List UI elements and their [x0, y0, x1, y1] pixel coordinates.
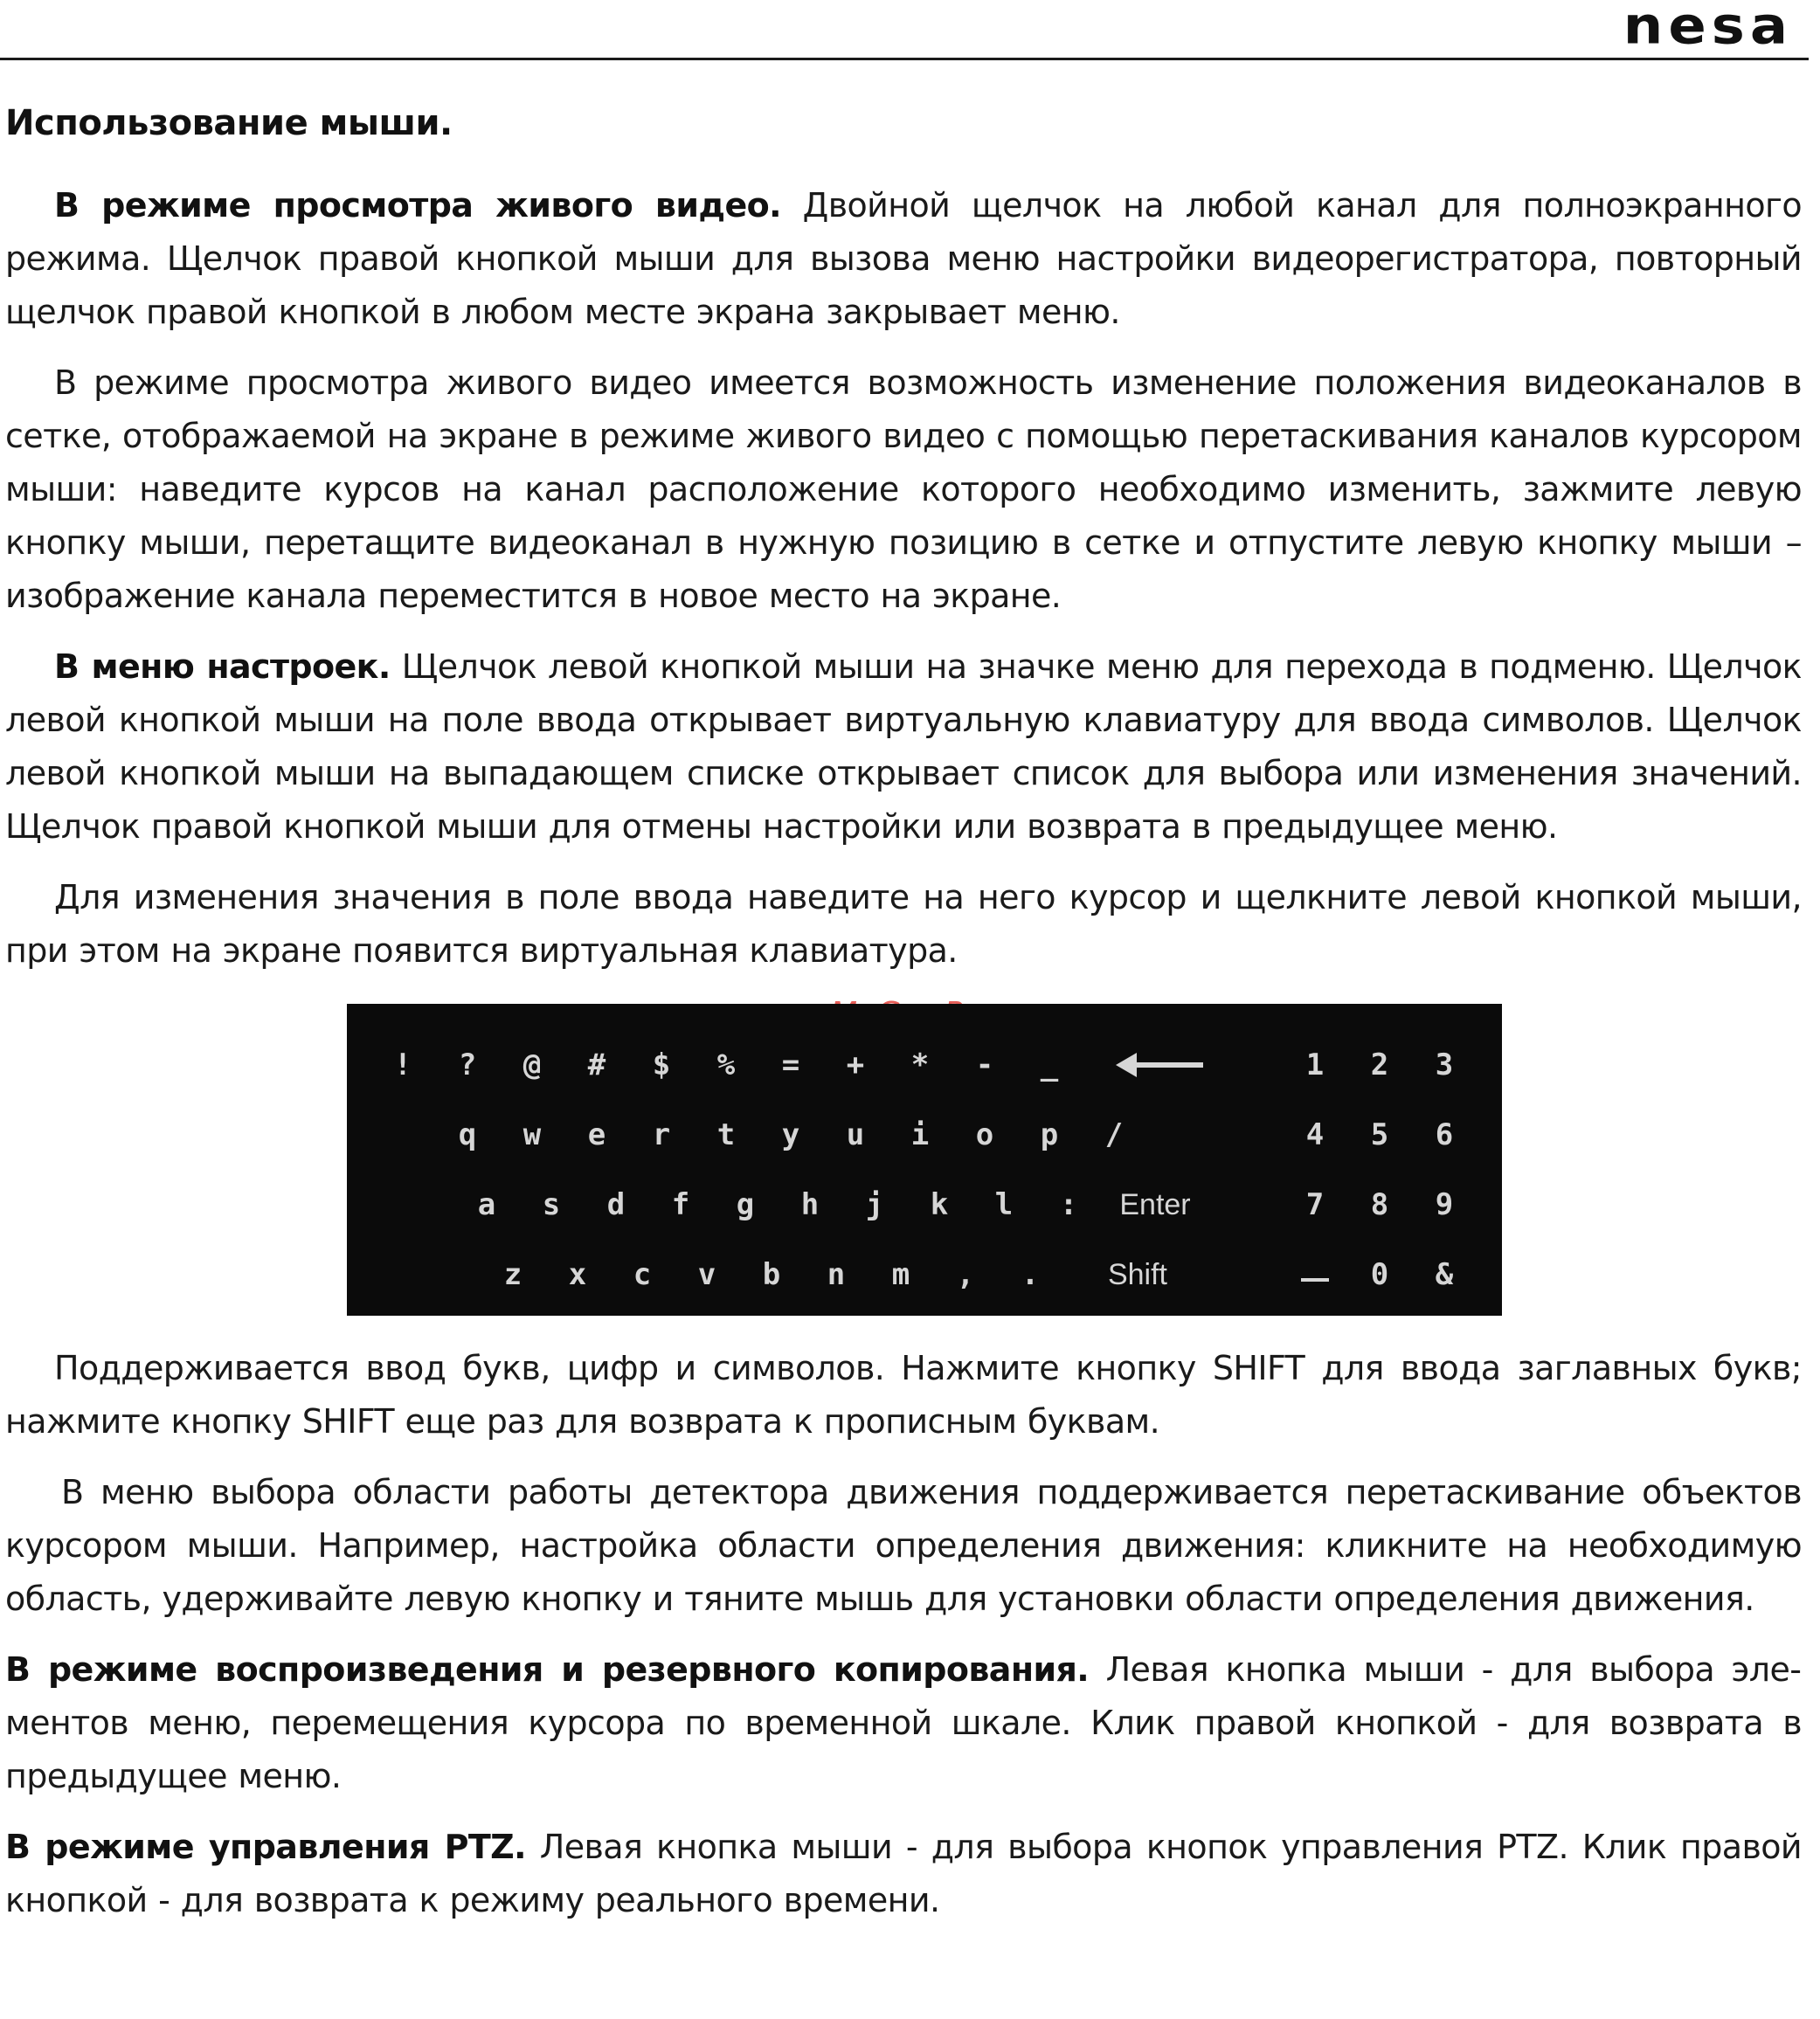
paragraph-motion-detection — [5, 1466, 1802, 1626]
key[interactable]: p — [1040, 1117, 1059, 1152]
key[interactable]: d — [606, 1187, 626, 1222]
key[interactable]: y — [781, 1117, 800, 1152]
key[interactable]: u — [846, 1117, 865, 1152]
paragraph-text: Двойной щелчок на любой канал для полноэкранного режима. Щелчок правой кнопкой мыши для вызова меню настройки видеорегистратора, повторный щелчок правой кнопкой в любом месте экрана закрывает меню. — [5, 186, 1802, 331]
key[interactable]: ? — [458, 1048, 477, 1082]
paragraph-drag-channels — [5, 356, 1802, 623]
key[interactable]: % — [716, 1048, 736, 1082]
numpad-key[interactable]: 5 — [1370, 1117, 1389, 1152]
key[interactable]: q — [458, 1117, 477, 1152]
paragraph-heading: В меню настроек. — [54, 647, 391, 686]
paragraph-text: Для изменения значения в поле ввода наведите на него курсор и щелкните левой кнопкой мыши, при этом на экране появится виртуальная клавиатура. — [5, 878, 1802, 970]
paragraph-text: Левая кнопка мыши - для выбора элементов меню, перемещения курсора по временной шкале. Клик правой кнопкой - для возврата в предыдущее меню. — [5, 1650, 1802, 1795]
key[interactable]: * — [910, 1048, 930, 1082]
key[interactable]: : — [1059, 1187, 1078, 1222]
paragraph-text: Поддерживается ввод букв, цифр и символов. Нажмите кнопку SHIFT для ввода заглавных букв; нажмите кнопку SHIFT еще раз для возврата к прописным буквам. — [5, 1349, 1802, 1441]
key[interactable]: f — [671, 1187, 690, 1222]
key[interactable]: ! — [393, 1048, 412, 1082]
key[interactable]: e — [587, 1117, 606, 1152]
numpad-key[interactable]: 7 — [1305, 1187, 1325, 1222]
shift-key[interactable]: Shift — [1107, 1258, 1168, 1291]
space-key[interactable] — [1289, 1248, 1341, 1301]
paragraph-shift — [5, 1342, 1802, 1449]
key[interactable]: _ — [1040, 1048, 1059, 1082]
page-header — [0, 0, 1809, 61]
key[interactable]: + — [846, 1048, 865, 1082]
numpad-key[interactable]: 6 — [1435, 1117, 1454, 1152]
paragraph-live-view — [5, 179, 1802, 339]
paragraph-settings-menu — [5, 640, 1802, 854]
paragraph-text: Левая кнопка мыши - для выбора кнопок управления PTZ. Клик правой кнопкой - для возврата к режиму реального времени. — [5, 1828, 1802, 1919]
paragraph-text: В меню выбора области работы детектора движения поддерживается перетаскивание объектов курсором мыши. Например, настройка области определения движения: кликните на необходимую область, удерживайте левую кнопку и тяните мышь для установки области определения движения. — [5, 1473, 1802, 1618]
space-icon — [1301, 1278, 1329, 1282]
numpad-key[interactable]: 4 — [1305, 1117, 1325, 1152]
numpad-key[interactable]: 9 — [1435, 1187, 1454, 1222]
key[interactable]: v — [697, 1257, 716, 1292]
backspace-key[interactable] — [1116, 1039, 1203, 1091]
key[interactable]: c — [633, 1257, 652, 1292]
key[interactable]: i — [910, 1117, 930, 1152]
numpad-key[interactable]: 3 — [1435, 1048, 1454, 1082]
section-title: Использование мыши. — [5, 103, 453, 143]
key[interactable]: m — [891, 1257, 910, 1292]
enter-key[interactable]: Enter — [1119, 1188, 1191, 1221]
paragraph-text: Щелчок левой кнопкой мыши на значке меню для перехода в подменю. Щелчок левой кнопкой мыши на поле ввода открывает виртуальную клавиатуру для ввода символов. Щелчок левой кнопкой мыши на выпадающем списке открывает список для выбора или изменения значений. Щелчок правой кнопкой мыши для отмены настройки или возврата в предыдущее меню. — [5, 647, 1802, 846]
key[interactable]: @ — [522, 1048, 542, 1082]
numpad-key[interactable]: 0 — [1370, 1257, 1389, 1292]
key[interactable]: b — [762, 1257, 781, 1292]
paragraph-input-field — [5, 871, 1802, 978]
paragraph-text: В режиме просмотра живого видео имеется возможность изменение положения видеоканалов в сетке, отображаемой на экране в режиме живого видео с помощью перетаскивания каналов курсором мыши: наведите курсов на канал расположение которого необходимо изменить, зажмите левую кнопку мыши, перетащите видеоканал в нужную позицию в сетке и отпустите левую кнопку мыши – изображение канала переместится в новое место на экране. — [5, 363, 1802, 615]
paragraph-playback — [5, 1643, 1802, 1803]
key[interactable]: a — [477, 1187, 496, 1222]
key[interactable]: = — [781, 1048, 800, 1082]
document-body — [5, 96, 1802, 1945]
paragraph-heading: В режиме просмотра живого видео. — [54, 186, 781, 225]
key[interactable]: j — [865, 1187, 884, 1222]
key[interactable]: $ — [652, 1048, 671, 1082]
numpad-key[interactable]: & — [1435, 1257, 1454, 1292]
header-rule — [0, 58, 1809, 60]
key[interactable]: o — [975, 1117, 994, 1152]
brand-logo: nesa — [1623, 0, 1793, 57]
key[interactable]: , — [956, 1257, 975, 1292]
paragraph-heading: В режиме управления PTZ. — [5, 1828, 526, 1866]
paragraph-ptz — [5, 1821, 1802, 1927]
key[interactable]: k — [930, 1187, 949, 1222]
key[interactable]: # — [587, 1048, 606, 1082]
key[interactable]: l — [994, 1187, 1014, 1222]
key[interactable]: s — [542, 1187, 561, 1222]
arrow-shaft — [1133, 1062, 1203, 1068]
key[interactable]: h — [800, 1187, 820, 1222]
key[interactable]: / — [1104, 1117, 1124, 1152]
paragraph-heading: В режиме воспроизведения и резервного копирования. — [5, 1650, 1090, 1689]
key[interactable]: w — [522, 1117, 542, 1152]
key[interactable]: r — [652, 1117, 671, 1152]
key[interactable]: g — [736, 1187, 755, 1222]
virtual-keyboard — [347, 1004, 1502, 1316]
key[interactable]: . — [1021, 1257, 1040, 1292]
key[interactable]: z — [503, 1257, 522, 1292]
key[interactable]: n — [827, 1257, 846, 1292]
numpad-key[interactable]: 8 — [1370, 1187, 1389, 1222]
numpad-key[interactable]: 2 — [1370, 1048, 1389, 1082]
numpad-key[interactable]: 1 — [1305, 1048, 1325, 1082]
key[interactable]: t — [716, 1117, 736, 1152]
key[interactable]: x — [568, 1257, 587, 1292]
key[interactable]: - — [975, 1048, 994, 1082]
